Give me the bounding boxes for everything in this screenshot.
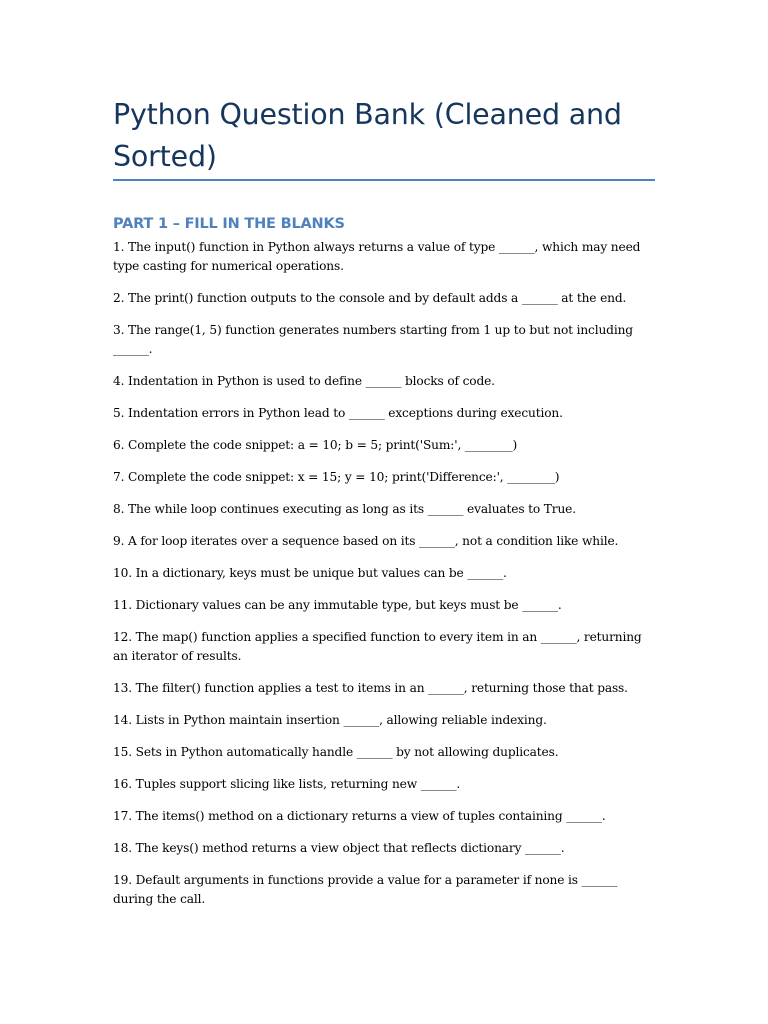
question-item: 10. In a dictionary, keys must be unique but values can be ______. [113, 566, 507, 580]
question-item: 7. Complete the code snippet: x = 15; y = 10; print('Difference:', ________) [113, 470, 560, 484]
question-item: 3. The range(1, 5) function generates numbers starting from 1 up to but not including ______. [113, 323, 633, 356]
question-item: 18. The keys() method returns a view object that reflects dictionary ______. [113, 841, 565, 855]
question-item: 11. Dictionary values can be any immutable type, but keys must be ______. [113, 598, 562, 612]
question-item: 14. Lists in Python maintain insertion ______, allowing reliable indexing. [113, 713, 547, 727]
document-title: Python Question Bank (Cleaned and Sorted) [113, 98, 622, 173]
question-list [113, 238, 658, 922]
question-item: 13. The filter() function applies a test to items in an ______, returning those that pass. [113, 681, 628, 695]
question-item: 4. Indentation in Python is used to define ______ blocks of code. [113, 374, 495, 388]
question-item: 17. The items() method on a dictionary returns a view of tuples containing ______. [113, 809, 606, 823]
question-item: 12. The map() function applies a specified function to every item in an ______, returning an iterator of results. [113, 630, 642, 663]
question-item: 2. The print() function outputs to the console and by default adds a ______ at the end. [113, 291, 627, 305]
question-item: 16. Tuples support slicing like lists, returning new ______. [113, 777, 461, 791]
title-underline-rule [113, 179, 655, 181]
question-item: 6. Complete the code snippet: a = 10; b = 5; print('Sum:', ________) [113, 438, 518, 452]
section-heading: PART 1 – FILL IN THE BLANKS [113, 216, 345, 232]
question-item: 5. Indentation errors in Python lead to ______ exceptions during execution. [113, 406, 563, 420]
question-item: 8. The while loop continues executing as long as its ______ evaluates to True. [113, 502, 576, 516]
question-item: 1. The input() function in Python always returns a value of type ______, which may need type casting for numerical operations. [113, 240, 641, 273]
question-item: 15. Sets in Python automatically handle ______ by not allowing duplicates. [113, 745, 559, 759]
question-item: 9. A for loop iterates over a sequence based on its ______, not a condition like while. [113, 534, 619, 548]
question-item: 19. Default arguments in functions provide a value for a parameter if none is ______ during the call. [113, 873, 618, 906]
